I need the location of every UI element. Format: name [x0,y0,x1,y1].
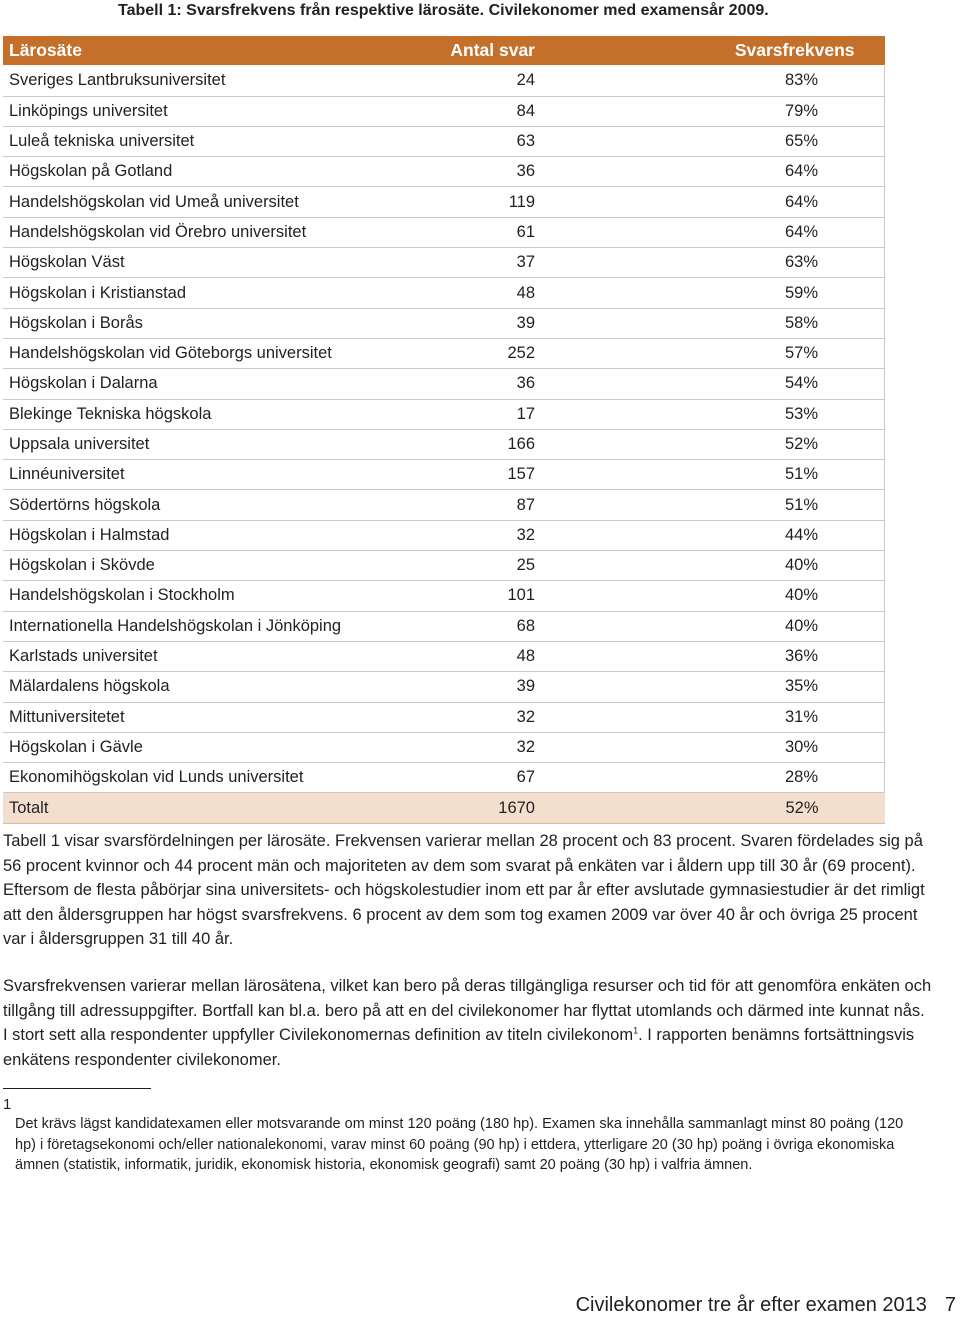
cell-antal-svar: 36 [407,157,535,187]
cell-larosate: Ekonomihögskolan vid Lunds universitet [3,763,407,793]
table-row [3,490,885,520]
header-larosate: Lärosäte [3,36,407,66]
cell-larosate: Handelshögskolan vid Örebro universitet [3,217,407,247]
cell-svarsfrekvens: 79% [535,96,885,126]
cell-larosate: Högskolan på Gotland [3,157,407,187]
cell-svarsfrekvens: 52% [535,429,885,459]
cell-antal-svar: 67 [407,763,535,793]
cell-antal-svar: 48 [407,641,535,671]
table-row [3,611,885,641]
table-row [3,763,885,793]
table-row [3,399,885,429]
cell-larosate: Handelshögskolan vid Umeå universitet [3,187,407,217]
cell-svarsfrekvens: 59% [535,278,885,308]
cell-larosate: Högskolan i Dalarna [3,369,407,399]
cell-larosate: Högskolan Väst [3,248,407,278]
cell-antal-svar: 32 [407,520,535,550]
paragraph-2-text-end: . I rapporten benämns fortsättningsvis enkätens respondenter civilekonomer. [3,1026,915,1069]
page-footer [576,1294,956,1317]
footnote-divider [3,1088,151,1089]
table-row [3,126,885,156]
table-row [3,581,885,611]
table-row [3,338,885,368]
cell-svarsfrekvens: 57% [535,338,885,368]
response-rate-table [3,36,885,824]
cell-antal-svar: 252 [407,338,535,368]
cell-antal-svar: 48 [407,278,535,308]
cell-antal-svar: 36 [407,369,535,399]
table-row [3,308,885,338]
table-total-row [3,793,885,823]
table-row [3,429,885,459]
cell-svarsfrekvens: 28% [535,763,885,793]
cell-svarsfrekvens: 36% [535,641,885,671]
cell-larosate: Internationella Handelshögskolan i Jönköping [3,611,407,641]
cell-larosate: Luleå tekniska universitet [3,126,407,156]
table-row [3,732,885,762]
cell-svarsfrekvens: 64% [535,187,885,217]
cell-svarsfrekvens: 35% [535,672,885,702]
cell-antal-svar: 119 [407,187,535,217]
total-cell-antal-svar: 1670 [407,793,535,823]
table-row [3,66,885,96]
cell-larosate: Högskolan i Gävle [3,732,407,762]
cell-antal-svar: 25 [407,551,535,581]
cell-antal-svar: 157 [407,460,535,490]
cell-antal-svar: 24 [407,66,535,96]
table-row [3,369,885,399]
cell-antal-svar: 68 [407,611,535,641]
table-row [3,702,885,732]
cell-svarsfrekvens: 31% [535,702,885,732]
paragraph-1: Tabell 1 visar svarsfördelningen per lärosäte. Frekvensen varierar mellan 28 procent och 83 procent. Svaren fördelades sig på 56 procent kvinnor och 44 procent män och majoriteten av dem som svarat på enkäten var i åldern upp till 30 år (69 procent). Eftersom de flesta påbörjar sina universitets- och högskolestudier inom ett par år efter avslutade gymnasiestudier är det rimligt att den åldersgruppen har högst svarsfrekvens. 6 procent av dem som tog examen 2009 var över 40 år och övriga 25 procent var i åldersgruppen 31 till 40 år. [3,832,925,949]
table-row [3,672,885,702]
cell-antal-svar: 166 [407,429,535,459]
cell-svarsfrekvens: 64% [535,217,885,247]
cell-svarsfrekvens: 63% [535,248,885,278]
footer-title: Civilekonomer tre år efter examen 2013 [575,1294,927,1316]
cell-antal-svar: 84 [407,96,535,126]
cell-svarsfrekvens: 51% [535,460,885,490]
footnote-mark: 1 [3,1096,12,1113]
table-row [3,460,885,490]
total-cell-svarsfrekvens: 52% [535,793,885,823]
cell-antal-svar: 87 [407,490,535,520]
cell-larosate: Linnéuniversitet [3,460,407,490]
cell-larosate: Karlstads universitet [3,641,407,671]
table-row [3,641,885,671]
table-row [3,248,885,278]
cell-larosate: Högskolan i Borås [3,308,407,338]
table-row [3,157,885,187]
cell-svarsfrekvens: 54% [535,369,885,399]
table-row [3,187,885,217]
cell-larosate: Mälardalens högskola [3,672,407,702]
cell-antal-svar: 39 [407,672,535,702]
cell-antal-svar: 39 [407,308,535,338]
header-svarsfrekvens: Svarsfrekvens [535,36,885,66]
cell-larosate: Högskolan i Halmstad [3,520,407,550]
cell-larosate: Blekinge Tekniska högskola [3,399,407,429]
paragraph-2 [3,974,933,1072]
cell-svarsfrekvens: 58% [535,308,885,338]
cell-svarsfrekvens: 40% [535,551,885,581]
cell-larosate: Högskolan i Skövde [3,551,407,581]
table-row [3,551,885,581]
footnote-text: Det krävs lägst kandidatexamen eller motsvarande om minst 120 poäng (180 hp). Examen ska innehålla sammanlagt minst 80 poäng (120 hp) i företagsekonomi och/eller nationalekonomi, varav minst 60 poäng (90 hp) i ettdera, ytterligare 20 (30 hp) poäng i övriga ekonomiska ämnen (statistik, informatik, juridik, ekonomisk historia, ekonomisk geografi) samt 20 poäng (30 hp) i valfria ämnen. [15,1116,904,1173]
table-row [3,520,885,550]
cell-larosate: Uppsala universitet [3,429,407,459]
table-row [3,217,885,247]
paragraph-2-text: Svarsfrekvensen varierar mellan lärosätena, vilket kan bero på deras tillgängliga resurser och tid för att genomföra enkäten och tillgång till adressuppgifter. Bortfall kan bl.a. bero på att en del civilekonomer har flyttat utomlands och därmed inte kunnat nås. I stort sett alla respondenter uppfyller Civilekonomernas definition av titeln civilekonom [3,977,932,1045]
cell-antal-svar: 63 [407,126,535,156]
cell-svarsfrekvens: 44% [535,520,885,550]
cell-svarsfrekvens: 65% [535,126,885,156]
table-body [3,66,885,823]
page-number: 7 [944,1294,956,1316]
cell-svarsfrekvens: 40% [535,611,885,641]
cell-larosate: Handelshögskolan vid Göteborgs universitet [3,338,407,368]
table-caption: Tabell 1: Svarsfrekvens från respektive lärosäte. Civilekonomer med examensår 2009. [118,2,769,19]
cell-larosate: Handelshögskolan i Stockholm [3,581,407,611]
table-header-row [3,36,885,66]
footnote-reference[interactable]: 1 [633,1025,639,1036]
cell-antal-svar: 61 [407,217,535,247]
cell-antal-svar: 17 [407,399,535,429]
header-antal-svar: Antal svar [407,36,535,66]
cell-svarsfrekvens: 40% [535,581,885,611]
table-row [3,278,885,308]
cell-larosate: Sveriges Lantbruksuniversitet [3,66,407,96]
total-cell-larosate: Totalt [3,793,407,823]
cell-antal-svar: 32 [407,732,535,762]
cell-antal-svar: 101 [407,581,535,611]
cell-antal-svar: 37 [407,248,535,278]
cell-larosate: Mittuniversitetet [3,702,407,732]
cell-svarsfrekvens: 53% [535,399,885,429]
table-row [3,96,885,126]
cell-svarsfrekvens: 64% [535,157,885,187]
cell-antal-svar: 32 [407,702,535,732]
cell-svarsfrekvens: 83% [535,66,885,96]
cell-larosate: Södertörns högskola [3,490,407,520]
cell-svarsfrekvens: 30% [535,732,885,762]
cell-svarsfrekvens: 51% [535,490,885,520]
cell-larosate: Linköpings universitet [3,96,407,126]
cell-larosate: Högskolan i Kristianstad [3,278,407,308]
